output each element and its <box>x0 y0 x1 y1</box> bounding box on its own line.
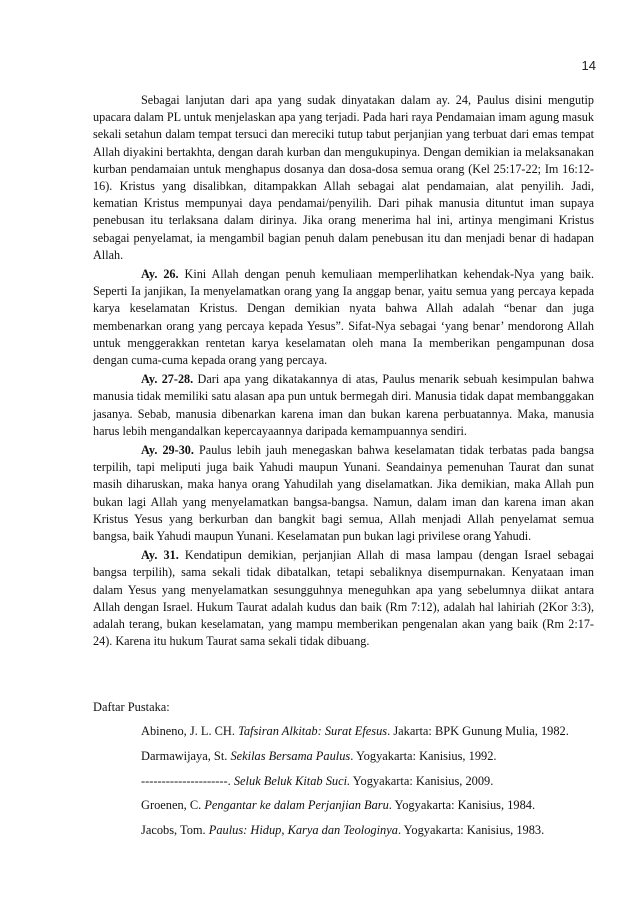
entry-author: Jacobs, Tom. <box>141 823 209 838</box>
entry-author: ---------------------. <box>141 773 234 788</box>
verse-label: Ay. 27-28. <box>141 372 194 387</box>
paragraph <box>93 547 594 650</box>
entry-author: Groenen, C. <box>141 798 205 813</box>
verse-label: Ay. 29-30. <box>141 443 194 458</box>
paragraph <box>93 266 594 369</box>
entry-publisher: . Jakarta: BPK Gunung Mulia, 1982. <box>387 724 569 738</box>
entry-title: Pengantar ke dalam Perjanjian Baru <box>204 798 389 813</box>
entry-publisher: . Yogyakarta: Kanisius, 1984. <box>388 798 536 813</box>
paragraph-text: Kendatipun demikian, perjanjian Allah di masa lampau (dengan Israel sebagai bangsa terpilih), sama sekali tidak dibatalkan, tetapi sebaliknya disempurnakan. Kenyataan iman dalam Yesus yang menyelamatkan sesungguhnya meneguhkan apa yang sebelumnya diikat antara Allah dengan Israel. Hukum Taurat adalah kudus dan baik (Rm 7:12), adalah hal lahiriah (2Kor 3:3), adalah terang, bukan keselamatan, yang mampu memberikan pengenalan akan yang baik (Rm 2:17-24). Karena itu hukum Taurat sama sekali tidak dibuang. <box>93 548 594 649</box>
paragraph-text: Paulus lebih jauh menegaskan bahwa keselamatan tidak terbatas pada bangsa terpilih, tapi meliputi juga baik Yahudi maupun Yunani. Seandainya pemenuhan Taurat dan sunat masih diharuskan, maka hanya orang Yahudilah yang diselamatkan. Jika demikian, maka Allah pun bukan lagi Allah yang menyelamatkan bangsa-bangsa. Namun, dalam iman dan karena iman akan Kristus Yesus yang berkurban dan bangkit bagi semua, Allah menjadi Allah penyelamat semua bangsa, baik Yahudi maupun Yunani. Keselamatan pun bukan lagi privilese orang Yahudi. <box>93 443 594 544</box>
paragraph <box>93 442 594 545</box>
entry-publisher: . Yogyakarta: Kanisius, 1983. <box>397 823 545 838</box>
entry-title: Tafsiran Alkitab: Surat Efesus <box>238 724 388 738</box>
entry-publisher: Yogyakarta: Kanisius, 2009. <box>350 773 494 788</box>
entry-publisher: . Yogyakarta: Kanisius, 1992. <box>350 748 497 763</box>
bibliography-entry <box>141 821 611 839</box>
entry-title: Sekilas Bersama Paulus <box>230 748 351 763</box>
body-text <box>93 92 594 653</box>
bibliography-entry <box>141 772 611 790</box>
bibliography-list <box>141 722 611 846</box>
paragraph <box>93 92 594 264</box>
entry-title: Seluk Beluk Kitab Suci. <box>233 773 351 788</box>
paragraph-text: Kini Allah dengan penuh kemuliaan memperlihatkan kehendak-Nya yang baik. Seperti Ia janjikan, Ia menyelamatkan orang yang Ia anggap benar, yaitu semua yang percaya kepada karya keselamatan Kristus. Dengan demikian nyata bahwa Allah adalah “benar dan juga membenarkan orang yang percaya kepada Yesus”. Sifat-Nya sebagai ‘yang benar’ mendorong Allah untuk menggerakkan rentetan karya keselamatan oleh mana Ia memberikan pengampunan dosa dengan cuma-cuma kepada orang yang percaya. <box>93 267 594 368</box>
entry-author: Abineno, J. L. CH. <box>141 724 239 738</box>
bibliography-entry <box>141 722 611 740</box>
bibliography-heading: Daftar Pustaka: <box>93 700 170 714</box>
entry-author: Darmawijaya, St. <box>141 748 231 763</box>
bibliography-entry <box>141 747 611 765</box>
bibliography-entry <box>141 796 611 814</box>
verse-label: Ay. 31. <box>141 548 179 563</box>
paragraph-text: Sebagai lanjutan dari apa yang sudak dinyatakan dalam ay. 24, Paulus disini mengutip upacara dalam PL untuk menjelaskan apa yang terjadi. Pada hari raya Pendamaian imam agung masuk sekali setahun dalam tempat tersuci dan mereciki tutup tabut perjanjian yang terbuat dari emas tempat Allah diyakini bertakhta, dengan darah kurban dan mengukupinya. Dengan demikian ia melaksanakan kurban pendamaian untuk menghapus dosanya dan dosa-dosa semua orang (Kel 25:17-22; Im 16:12-16). Kristus yang disalibkan, ditampakkan Allah sebagai alat pendamaian, alat penyilih. Jadi, kematian Kristus mempunyai daya pendamai/penyilih. Dari pihak manusia dituntut iman supaya penebusan itu terlaksana dalam dirinya. Jika orang menerima hal ini, artinya mengimani Kristus sebagai penyelamat, ia mengambil bagian penuh dalam penebusan itu dan menjadi benar di hadapan Allah. <box>93 93 594 262</box>
page-number: 14 <box>581 58 596 73</box>
entry-title: Paulus: Hidup, Karya dan Teologinya <box>208 823 398 838</box>
paragraph-text: Dari apa yang dikatakannya di atas, Paulus menarik sebuah kesimpulan bahwa manusia tidak memiliki satu alasan apa pun untuk bermegah diri. Manusia tidak dapat membanggakan jasanya. Sebab, manusia dibenarkan karena iman dan bukan karena perbuatannya. Maka, manusia harus lebih mengandalkan kepercayaannya daripada kemampuannya sendiri. <box>93 372 594 438</box>
verse-label: Ay. 26. <box>141 267 179 282</box>
paragraph <box>93 371 594 440</box>
